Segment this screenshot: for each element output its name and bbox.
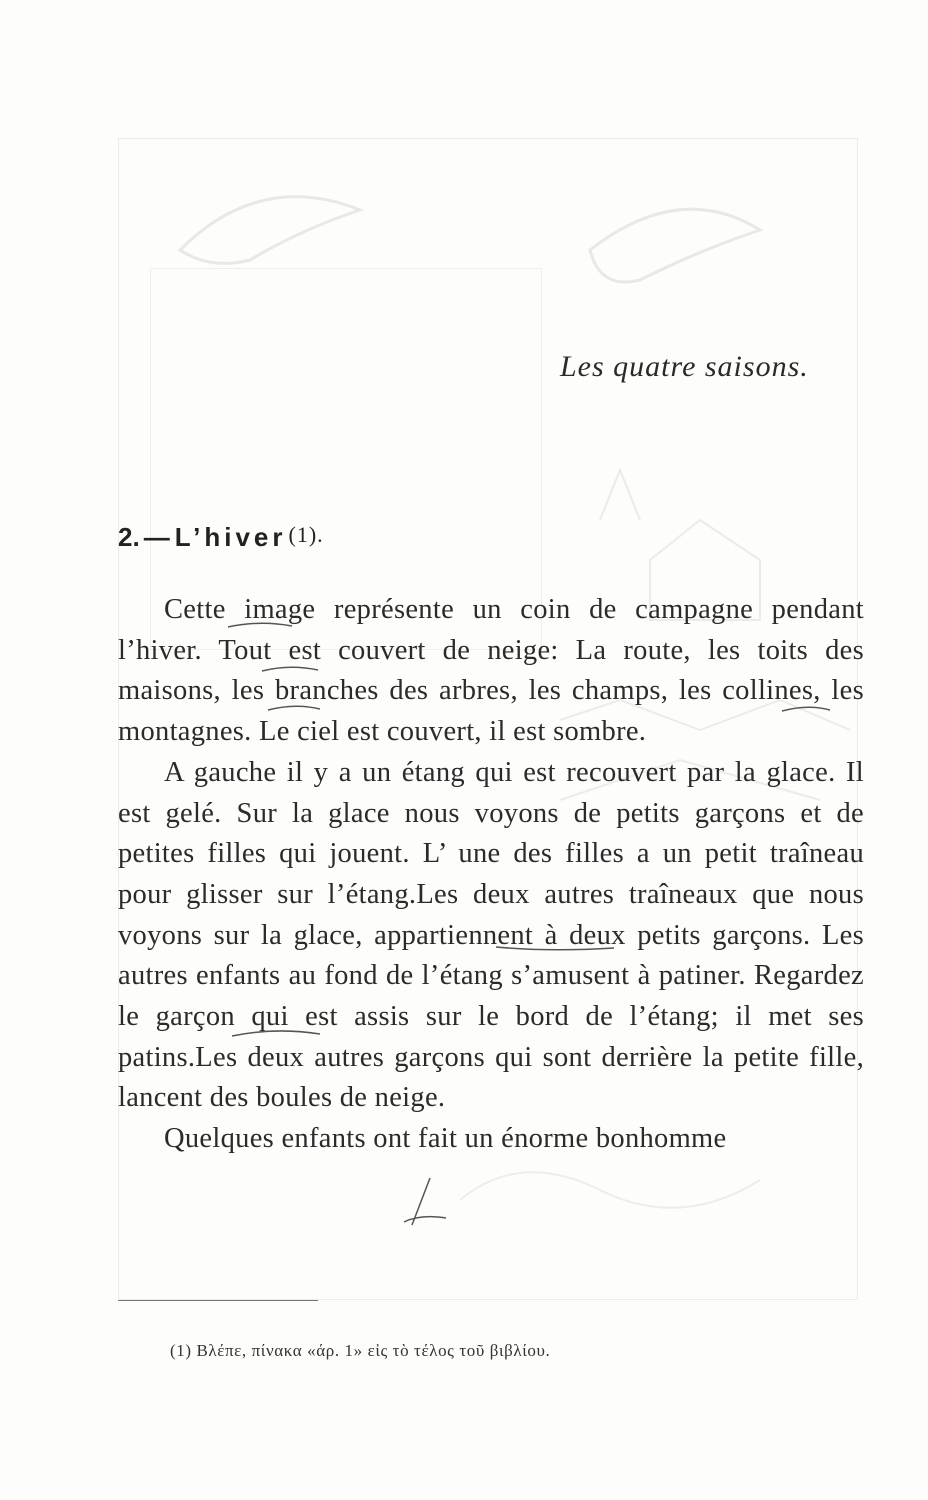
chapter-title <box>118 522 324 553</box>
chapter-dash: — <box>143 522 171 552</box>
paragraph-3: Quelques enfants ont fait un énorme bonhomme <box>164 1123 727 1155</box>
running-head: Les quatre saisons. <box>560 350 809 383</box>
body-text <box>118 590 864 1160</box>
paragraph-1: Cette image représente un coin de campagne pendant l’hiver. Tout est couvert de neige: La route, les toits des maisons, les branches des arbres, les champs, les collines, les montagnes. Le ciel est couvert, il est sombre. <box>118 594 864 748</box>
footnote-rule <box>118 1300 318 1301</box>
footnote-reference: (1). <box>288 522 324 547</box>
chapter-title-text: L’hiver <box>174 522 287 552</box>
footnote: (1) Βλέπε, πίνακα «άρ. 1» εἰς τὸ τέλος τοῦ βιβλίου. <box>170 1341 551 1360</box>
paragraph-2: A gauche il y a un étang qui est recouvert par la glace. Il est gelé. Sur la glace nous voyons de petits garçons et de petites filles qui jouent. L’ une des filles a un petit traîneau pour glisser sur l’étang.Les deux autres traîneaux que nous voyons sur la glace, appartiennent à deux petits garçons. Les autres enfants au fond de l’étang s’amusent à patiner. Regardez le garçon qui est assis sur le bord de l’étang; il met ses patins.Les deux autres garçons qui sont derrière la petite fille, lancent des boules de neige. <box>118 756 864 1114</box>
chapter-number: 2. <box>118 522 140 552</box>
